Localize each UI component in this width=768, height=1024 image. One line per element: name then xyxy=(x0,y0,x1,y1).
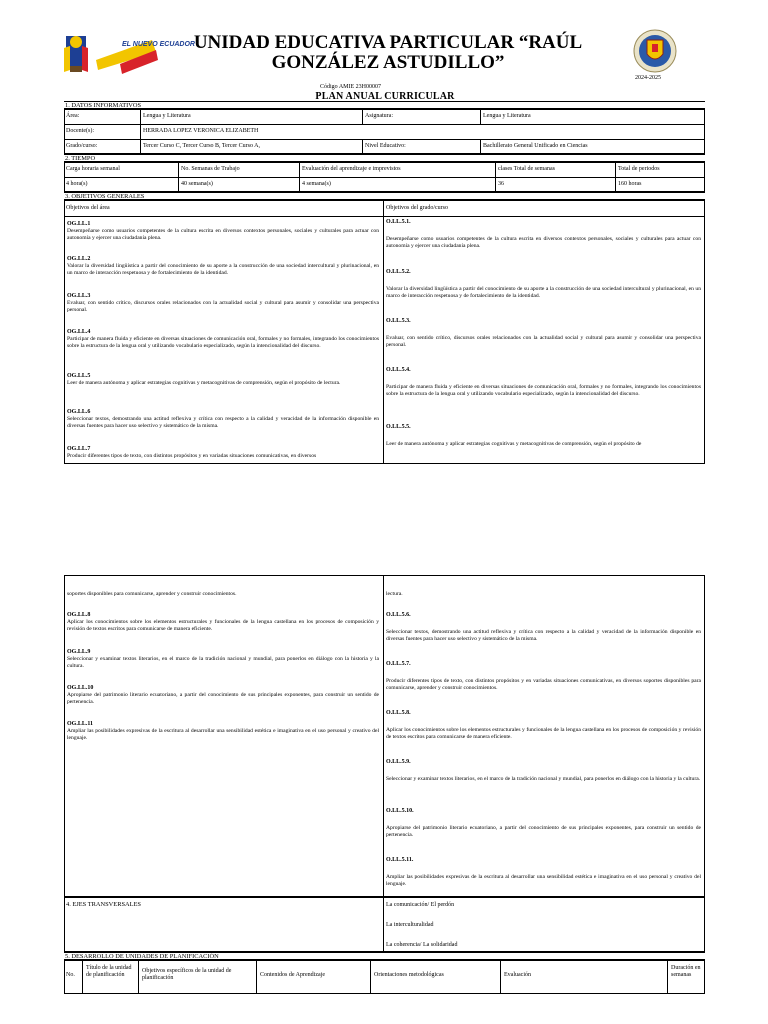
objetivos-grado-header: Objetivos del grado/curso xyxy=(386,205,448,211)
col-titulo: Título de la unidad de planificación xyxy=(86,965,132,978)
docente-value: HERRADA LOPEZ VERONICA ELIZABETH xyxy=(143,128,259,134)
col-no: No. xyxy=(66,972,75,978)
objetivo-code: O.LL.5.1. xyxy=(386,219,411,225)
eje-item: La interculturalidad xyxy=(386,922,434,928)
objetivo-code: O.LL.5.5. xyxy=(386,424,411,430)
objetivo-code: OG.LL.10 xyxy=(67,685,94,691)
section-desarrollo-unidades: 5. DESARROLLO DE UNIDADES DE PLANIFICACIÓN xyxy=(64,952,705,960)
school-crest xyxy=(632,28,678,78)
objetivo-grado-item xyxy=(386,612,701,642)
tiempo-header: clases Total de semanas xyxy=(498,166,555,172)
objetivo-code: OG.LL.4 xyxy=(67,329,91,335)
objetivo-code: O.LL.5.2. xyxy=(386,269,411,275)
objetivo-code: O.LL.5.3. xyxy=(386,318,411,324)
section-ejes-transversales: 4. EJES TRANSVERSALES xyxy=(66,901,141,908)
objetivo-text: Seleccionar textos, demostrando una actitud reflexiva y crítica con respecto a la calidad y veracidad de la información disponible en diversas fuentes para hacer uso selectivo y sistemático de la misma. xyxy=(386,628,701,642)
document-title: PLAN ANUAL CURRICULAR xyxy=(315,91,455,102)
objetivo-area-item xyxy=(67,293,379,313)
objetivo-text: Participar de manera fluida y eficiente en diversas situaciones de comunicación oral, formales y no formales, integrando los conocimientos sobre la estructura de la lengua oral y utilizando vocabulario especializado, según la intencionalidad del discurso. xyxy=(386,383,701,397)
objetivo-grado-item xyxy=(386,367,701,397)
objetivo-grado-item xyxy=(386,269,701,299)
school-title: UNIDAD EDUCATIVA PARTICULAR “RAÚL GONZÁLEZ ASTUDILLO” xyxy=(193,32,583,73)
objetivo-text: Seleccionar y examinar textos literarios, en el marco de la tradición nacional y mundial, para ponerlos en diálogo con la historia y la cultura. xyxy=(67,655,379,669)
objetivo-grado-item xyxy=(386,219,701,249)
objetivo-text: Apropiarse del patrimonio literario ecuatoriano, a partir del conocimiento de sus principales exponentes, para construir un sentido de pertenencia. xyxy=(67,691,379,705)
objetivo-text: Seleccionar y examinar textos literarios, en el marco de la tradición nacional y mundial, para ponerlos en diálogo con la historia y la cultura. xyxy=(386,775,701,782)
tiempo-header: Carga horaria semanal xyxy=(66,166,120,172)
objetivo-area-item xyxy=(67,256,379,276)
objetivo-text: Producir diferentes tipos de texto, con distintos propósitos y en variadas situaciones comunicativas, en diversos xyxy=(67,452,317,459)
objetivo-area-item xyxy=(67,329,379,349)
objetivo-code: O.LL.5.6. xyxy=(386,612,411,618)
objetivo-text: Aplicar los conocimientos sobre los elementos estructurales y funcionales de la lengua castellana en los procesos de composición y revisión de textos escritos para comunicarse de manera eficiente. xyxy=(386,726,701,740)
eje-item: La coherencia/ La solidaridad xyxy=(386,942,458,948)
grado-value: Tercer Curso C, Tercer Curso B, Tercer Curso A, xyxy=(143,143,260,149)
objetivo-code: OG.LL.1 xyxy=(67,221,91,227)
section-tiempo: 2. TIEMPO xyxy=(64,154,705,162)
objetivo-grado-item xyxy=(386,759,701,783)
objetivo-text: Desempeñarse como usuarios competentes de la cultura escrita en diversos contextos personales, sociales y culturales para actuar con autonomía y ejercer una ciudadanía plena. xyxy=(386,235,701,249)
amie-code: Código AMIE 23H00007 xyxy=(320,84,382,90)
objetivo-text: Ampliar las posibilidades expresivas de la escritura al desarrollar una sensibilidad estética e imaginativa en el uso personal y creativo del lenguaje. xyxy=(386,873,701,887)
tiempo-header: Evaluación del aprendizaje e imprevistos xyxy=(302,166,401,172)
objetivo-code: O.LL.5.9. xyxy=(386,759,411,765)
col-evaluacion: Evaluación xyxy=(504,972,531,978)
asignatura-value: Lengua y Literatura xyxy=(483,113,531,119)
objetivo-code: OG.LL.3 xyxy=(67,293,91,299)
objetivo-code: O.LL.5.10. xyxy=(386,808,414,814)
ecuador-logo xyxy=(62,30,195,82)
section-datos-informativos: 1. DATOS INFORMATIVOS xyxy=(64,101,705,109)
objetivo-grado-item xyxy=(386,424,701,448)
objetivo-grado-item xyxy=(386,808,701,838)
objetivo-code: O.LL.5.8. xyxy=(386,710,411,716)
tiempo-header: No. Semanas de Trabajo xyxy=(181,166,240,172)
objetivo-code: OG.LL.6 xyxy=(67,409,91,415)
objetivo-code: OG.LL.7 xyxy=(67,446,91,452)
objetivo-grado-item xyxy=(386,857,701,887)
objetivos-area-header: Objetivos del área xyxy=(66,205,110,211)
objetivo-text: Participar de manera fluida y eficiente en diversas situaciones de comunicación oral, formales y no formales, integrando los conocimientos sobre la estructura de la lengua oral y utilizando vocabulario especializado, según la intencionalidad del discurso. xyxy=(67,335,379,349)
objetivo-text: Seleccionar textos, demostrando una actitud reflexiva y crítica con respecto a la calidad y veracidad de la información disponible en diversas fuentes para hacer uso selectivo y sistemático de la misma. xyxy=(67,415,379,429)
eje-item: La comunicación/ El perdón xyxy=(386,902,455,908)
objetivo-text: Apropiarse del patrimonio literario ecuatoriano, a partir del conocimiento de sus principales exponentes, para construir un sentido de pertenencia. xyxy=(386,824,701,838)
tiempo-value: 36 xyxy=(498,181,504,187)
objetivo-area-item xyxy=(67,685,379,705)
objetivo-text: Producir diferentes tipos de texto, con distintos propósitos y en variadas situaciones comunicativas, en diversos soportes disponibles para comunicarse, aprender y construir conocimientos. xyxy=(386,677,701,691)
nivel-label: Nivel Educativo: xyxy=(365,143,406,149)
logo-text: EL NUEVO ECUADOR xyxy=(122,41,195,48)
nivel-value: Bachillerato General Unificado en Ciencias xyxy=(483,143,588,149)
col-orientaciones: Orientaciones metodológicas xyxy=(374,972,444,978)
col-contenidos: Contenidos de Aprendizaje xyxy=(260,972,325,978)
objetivo-area-item xyxy=(67,612,379,632)
grado-label: Grado/curso: xyxy=(66,143,98,149)
objetivo-area-cont-first: soportes disponibles para comunicarse, aprender y construir conocimientos. xyxy=(67,591,237,597)
tiempo-value: 40 semana(s) xyxy=(181,181,213,187)
objetivo-code: OG.LL.8 xyxy=(67,612,91,618)
objetivo-area-item xyxy=(67,721,379,741)
area-value: Lengua y Literatura xyxy=(143,113,191,119)
objetivo-area-item xyxy=(67,221,379,241)
docente-label: Docente(s): xyxy=(66,128,94,134)
objetivo-grado-cont-first: lectura. xyxy=(386,591,403,597)
objetivo-code: O.LL.5.4. xyxy=(386,367,411,373)
tiempo-value: 160 horas xyxy=(618,181,642,187)
col-objetivos: Objetivos específicos de la unidad de planificación xyxy=(142,968,232,981)
objetivo-area-item xyxy=(67,446,379,460)
asignatura-label: Asignatura: xyxy=(365,113,393,119)
area-label: Área: xyxy=(66,113,80,119)
school-year: 2024-2025 xyxy=(635,75,661,81)
objetivo-grado-item xyxy=(386,661,701,691)
tiempo-value: 4 hora(s) xyxy=(66,181,88,187)
section-objetivos-generales: 3. OBJETIVOS GENERALES xyxy=(64,192,705,200)
objetivo-code: OG.LL.2 xyxy=(67,256,91,262)
objetivo-area-item xyxy=(67,409,379,429)
objetivo-text: Aplicar los conocimientos sobre los elementos estructurales y funcionales de la lengua castellana en los procesos de composición y revisión de textos escritos para comunicarse de manera eficiente. xyxy=(67,618,379,632)
col-duracion: Duración en semanas xyxy=(671,965,701,978)
objetivo-code: OG.LL.11 xyxy=(67,721,94,727)
objetivo-grado-item xyxy=(386,710,701,740)
objetivo-grado-item xyxy=(386,318,701,348)
objetivo-code: O.LL.5.7. xyxy=(386,661,411,667)
objetivo-text: Valorar la diversidad lingüística a partir del conocimiento de su aporte a la construcción de una sociedad intercultural y plurinacional, en un marco de interacción respetuosa y de fortalecimiento de la identidad. xyxy=(386,285,701,299)
objetivo-code: O.LL.5.11. xyxy=(386,857,414,863)
tiempo-value: 4 semana(s) xyxy=(302,181,331,187)
objetivo-code: OG.LL.9 xyxy=(67,649,91,655)
objetivo-text: Evaluar, con sentido crítico, discursos orales relacionados con la actualidad social y cultural para asumir y consolidar una perspectiva personal. xyxy=(386,334,701,348)
objetivo-area-item xyxy=(67,373,379,387)
objetivo-text: Valorar la diversidad lingüística a partir del conocimiento de su aporte a la construcción de una sociedad intercultural y plurinacional, en un marco de interacción respetuosa y de fortalecimiento de la identidad. xyxy=(67,262,379,276)
objetivo-text: Desempeñarse como usuarios competentes de la cultura escrita en diversos contextos personales, sociales y culturales para actuar con autonomía y ejercer una ciudadanía plena. xyxy=(67,227,379,241)
objetivo-text: Leer de manera autónoma y aplicar estrategias cognitivas y metacognitivas de comprensión, según el propósito de xyxy=(386,440,642,447)
objetivo-area-item xyxy=(67,649,379,669)
objetivo-text: Leer de manera autónoma y aplicar estrategias cognitivas y metacognitivas de comprensión, según el propósito de lectura. xyxy=(67,379,341,386)
tiempo-header: Total de periodos xyxy=(618,166,660,172)
objetivo-text: Ampliar las posibilidades expresivas de la escritura al desarrollar una sensibilidad estética e imaginativa en el uso personal y creativo del lenguaje. xyxy=(67,727,379,741)
objetivo-code: OG.LL.5 xyxy=(67,373,91,379)
objetivo-text: Evaluar, con sentido crítico, discursos orales relacionados con la actualidad social y cultural para asumir y consolidar una perspectiva personal. xyxy=(67,299,379,313)
